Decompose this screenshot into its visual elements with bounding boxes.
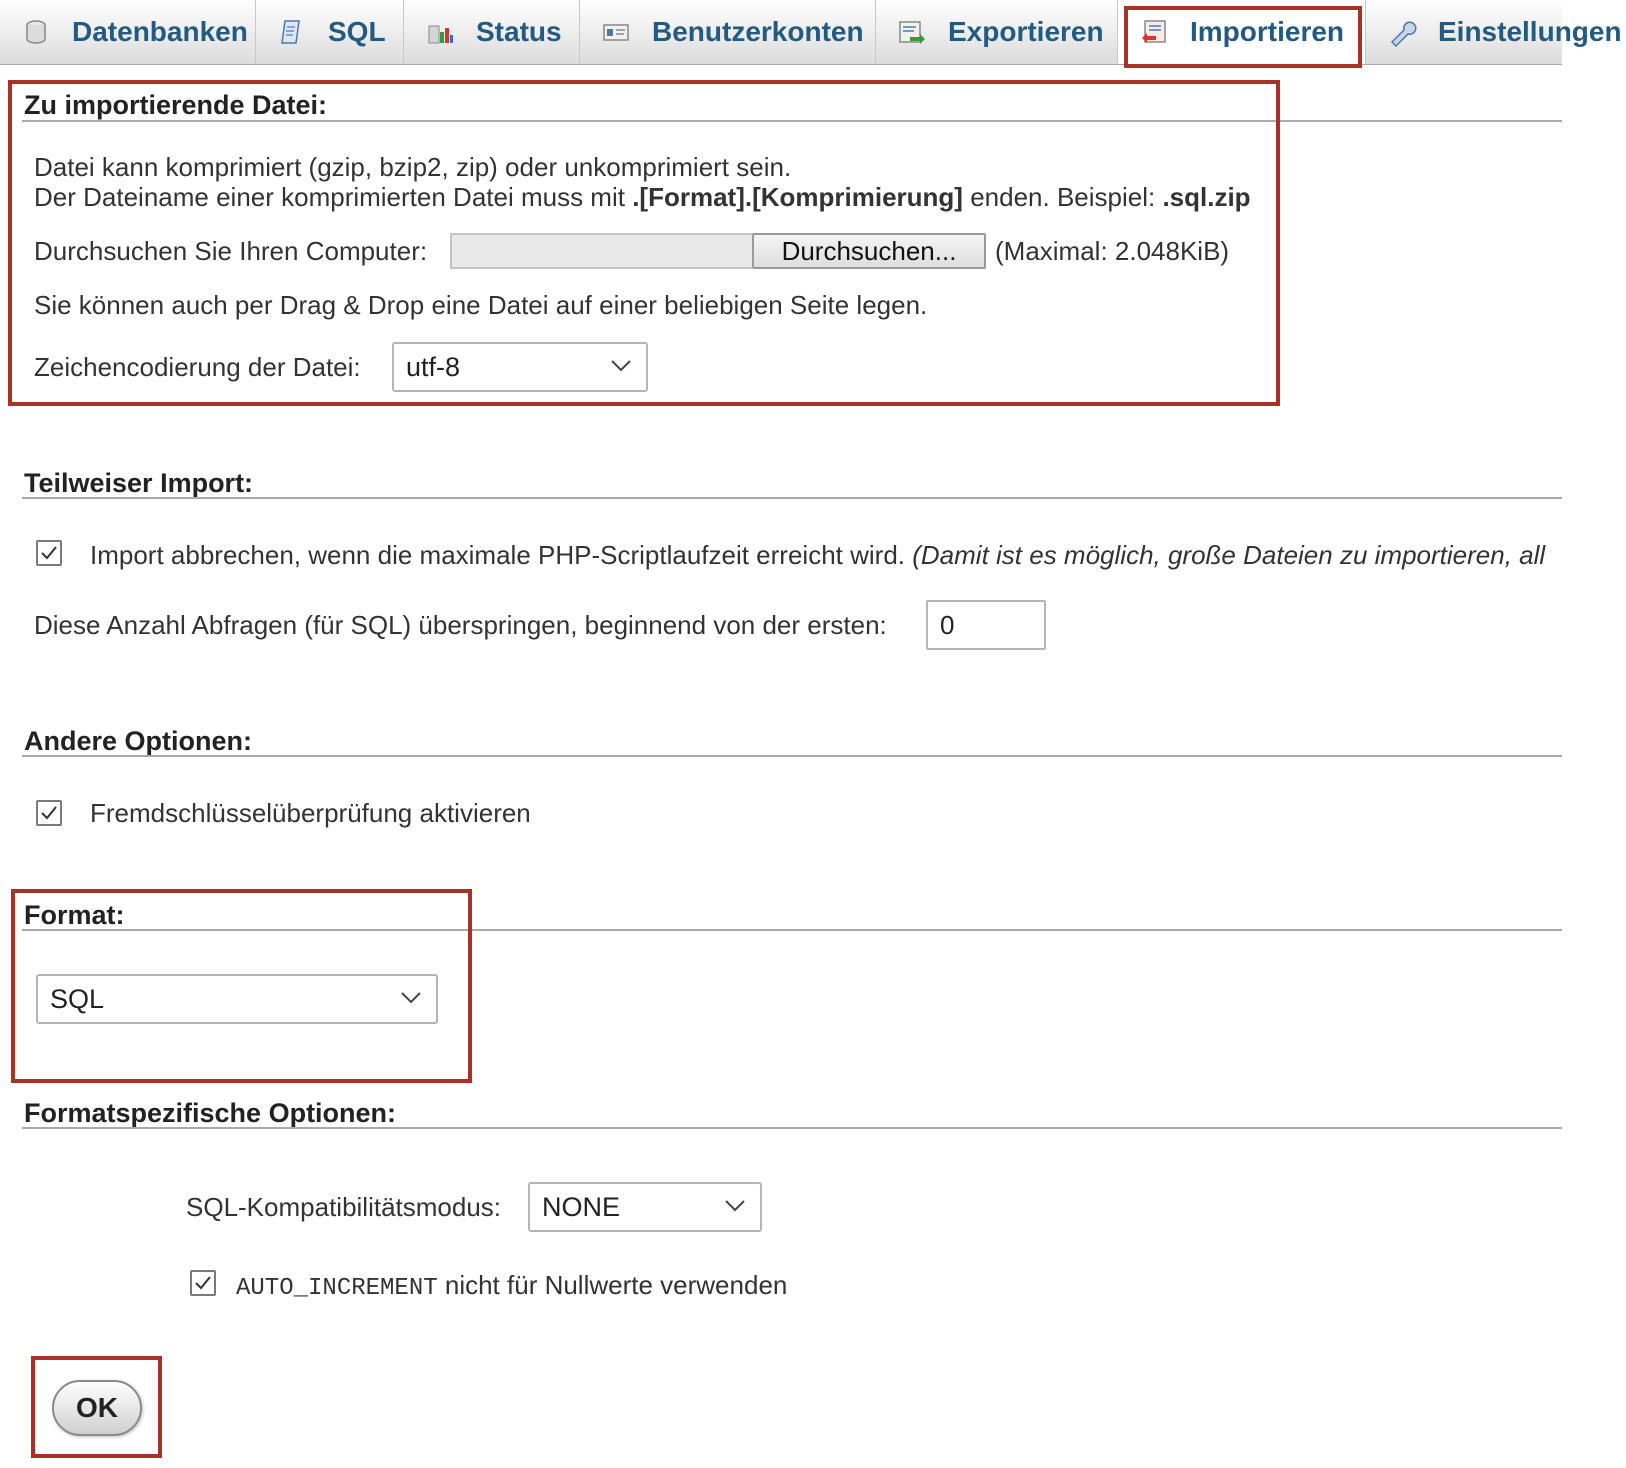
database-icon (22, 18, 50, 46)
auto-increment-text: nicht für Nullwerte verwenden (437, 1270, 788, 1300)
sql-compat-select[interactable] (528, 1182, 762, 1232)
sql-compat-label: SQL-Kompatibilitätsmodus: (186, 1192, 502, 1222)
chevron-down-icon (724, 1199, 746, 1213)
naming-mid: enden. Beispiel: (962, 182, 1163, 212)
no-auto-value-on-zero-checkbox[interactable] (190, 1270, 216, 1296)
tab-label: Exportieren (948, 16, 1104, 47)
checkmark-icon (40, 544, 58, 562)
interrupt-label-text: Import abbrechen, wenn die maximale PHP-Scriptlaufzeit erreicht wird. (90, 540, 906, 570)
interrupt-import-checkbox[interactable] (36, 540, 62, 566)
auto-increment-code: AUTO_INCREMENT (236, 1275, 438, 1302)
format-options-rule (22, 1127, 1562, 1129)
naming-example: .sql.zip (1162, 182, 1251, 212)
tab-label: Status (476, 16, 562, 47)
tab-label: Benutzerkonten (652, 16, 864, 47)
user-card-icon (602, 18, 630, 46)
partial-import-rule (22, 497, 1562, 499)
max-upload-size: (Maximal: 2.048KiB) (995, 236, 1230, 266)
ok-button[interactable]: OK (52, 1380, 142, 1436)
format-value: SQL (50, 983, 105, 1014)
no-auto-value-on-zero-label[interactable] (236, 1270, 787, 1302)
file-compression-info: Datei kann komprimiert (gzip, bzip2, zip) oder unkomprimiert sein. (34, 152, 792, 182)
checkmark-icon (40, 804, 58, 822)
charset-label: Zeichencodierung der Datei: (34, 352, 361, 382)
tab-exportieren[interactable] (876, 0, 1118, 64)
highlight-import-tab (1124, 6, 1362, 68)
tab-label: Einstellungen (1438, 16, 1622, 47)
interrupt-import-label[interactable] (90, 540, 1545, 571)
sql-compat-value: NONE (542, 1191, 621, 1222)
tab-benutzerkonten[interactable] (580, 0, 876, 64)
format-legend: Format: (24, 900, 125, 930)
foreign-key-checks-label[interactable]: Fremdschlüsselüberprüfung aktivieren (90, 798, 531, 828)
sql-document-icon (278, 18, 306, 46)
tab-einstellungen[interactable] (1366, 0, 1626, 64)
tab-datenbanken[interactable] (0, 0, 256, 64)
file-section-legend: Zu importierende Datei: (24, 90, 328, 120)
charset-value: utf-8 (406, 351, 461, 382)
naming-format: .[Format].[Komprimierung] (632, 182, 963, 212)
tab-label: Importieren (1190, 16, 1345, 47)
tab-label: SQL (328, 16, 386, 47)
tab-status[interactable] (404, 0, 580, 64)
tab-sql[interactable] (256, 0, 404, 64)
partial-import-legend: Teilweiser Import: (24, 468, 254, 498)
tab-label: Datenbanken (72, 16, 248, 47)
status-chart-icon (426, 18, 454, 46)
other-options-legend: Andere Optionen: (24, 726, 252, 756)
highlight-ok-button (31, 1356, 162, 1458)
browse-button[interactable]: Durchsuchen... (752, 233, 986, 269)
foreign-key-checks-checkbox[interactable] (36, 800, 62, 826)
checkmark-icon (194, 1274, 212, 1292)
skip-queries-value: 0 (940, 609, 955, 640)
browse-label: Durchsuchen Sie Ihren Computer: (34, 236, 428, 266)
drag-drop-hint: Sie können auch per Drag & Drop eine Datei auf einer beliebigen Seite legen. (34, 290, 928, 320)
skip-queries-label: Diese Anzahl Abfragen (für SQL) überspringen, beginnend von der ersten: (34, 610, 887, 640)
other-options-rule (22, 755, 1562, 757)
skip-queries-input[interactable] (926, 600, 1046, 650)
highlight-format-section (11, 889, 472, 1083)
naming-prefix: Der Dateiname einer komprimierten Datei muss mit (34, 182, 633, 212)
wrench-icon (1388, 18, 1416, 46)
format-options-legend: Formatspezifische Optionen: (24, 1098, 397, 1128)
interrupt-note: (Damit ist es möglich, große Dateien zu importieren, all (912, 540, 1546, 570)
highlight-file-section (8, 80, 1280, 406)
export-icon (898, 18, 926, 46)
